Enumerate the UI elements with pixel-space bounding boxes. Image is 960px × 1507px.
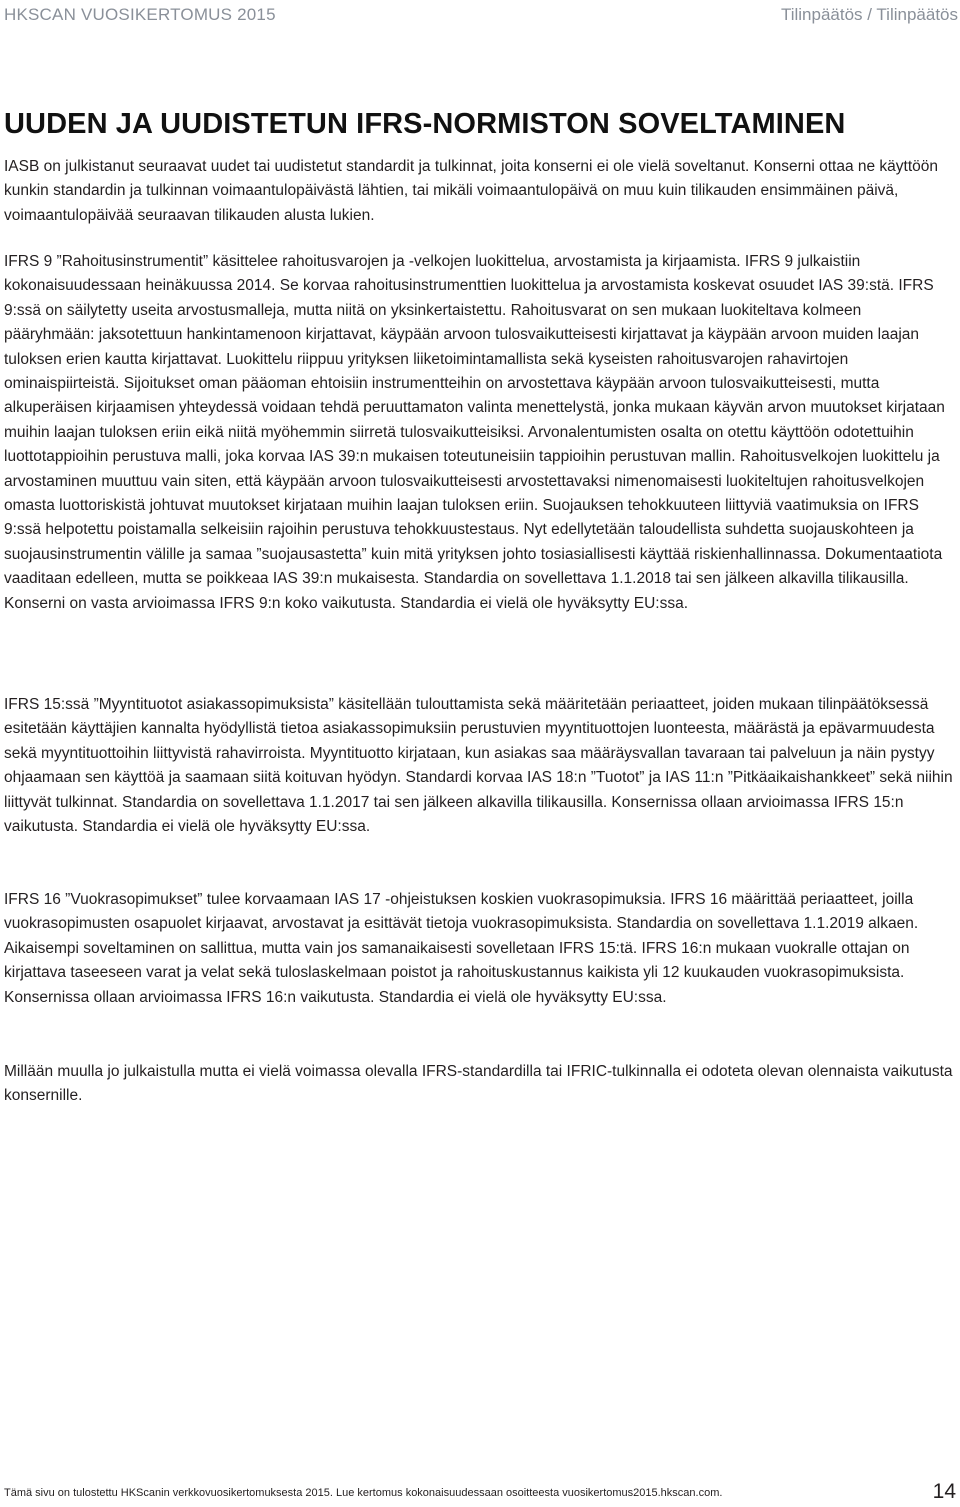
paragraph-other: Millään muulla jo julkaistulla mutta ei vielä voimassa olevalla IFRS-standardilla tai IFRIC-tulkinnalla ei odoteta olevan olennaista vaikutusta konsernille. (4, 1063, 953, 1105)
page-number: 14 (932, 1480, 956, 1503)
report-title: HKSCAN VUOSIKERTOMUS 2015 (4, 5, 276, 24)
paragraph-ifrs15: IFRS 15:ssä ”Myyntituotot asiakassopimuksista” käsitellään tulouttamista sekä määritetään periaatteet, joiden mukaan tilinpäätöksessä esitetään käyttäjien kannalta hyödyllistä tietoa asiakassopimuksiin perustuvien myyntituottojen luonteesta, määrästä ja epävarmuudesta sekä myyntituottoihin liittyvistä rahavirroista. Myyntituotto kirjataan, kun asiakas saa määräysvallan tavaraan tai palveluun ja näin pystyy ohjaamaan sen käyttöä ja saamaan siitä koituvan hyödyn. Standardi korvaa IAS 18:n ”Tuotot” ja IAS 11:n ”Pitkäaikaishankkeet” sekä niihin liittyvät tulkinnat. Standardia on sovellettava 1.1.2017 tai sen jälkeen alkavilla tilikausilla. Konsernissa ollaan arvioimassa IFRS 15:n vaikutusta. Standardia ei vielä ole hyväksytty EU:ssa. (4, 696, 953, 836)
footer-note: Tämä sivu on tulostettu HKScanin verkkovuosikertomuksesta 2015. Lue kertomus kokonaisuudessaan osoitteesta vuosikertomus2015.hkscan.com. (4, 1487, 723, 1499)
paragraph-ifrs16: IFRS 16 ”Vuokrasopimukset” tulee korvaamaan IAS 17 -ohjeistuksen koskien vuokrasopimuksia. IFRS 16 määrittää periaatteet, joilla vuokrasopimusten osapuolet kirjaavat, arvostavat ja esittävät tietoja vuokrasopimuksista. Standardia on sovellettava 1.1.2019 alkaen. Aikaisempi soveltaminen on sallittua, mutta vain jos samanaikaisesti sovelletaan IFRS 15:tä. IFRS 16:n mukaan vuokralle ottajan on kirjattava taseeseen varat ja velat sekä tuloslaskelmaan poistot ja rahoituskustannus kaikista yli 12 kuukauden vuokrasopimuksista. Konsernissa ollaan arvioimassa IFRS 16:n vaikutusta. Standardia ei vielä ole hyväksytty EU:ssa. (4, 891, 919, 1006)
page-title: UUDEN JA UUDISTETUN IFRS-NORMISTON SOVELTAMINEN (4, 108, 846, 140)
breadcrumb: Tilinpäätös / Tilinpäätös (780, 5, 958, 24)
paragraph-intro: IASB on julkistanut seuraavat uudet tai uudistetut standardit ja tulkinnat, joita konserni ei ole vielä soveltanut. Konserni ottaa ne käyttöön kunkin standardin ja tulkinnan voimaantulopäivästä lähtien, tai mikäli voimaantulopäivä on muu kuin tilikauden ensimmäinen päivä, voimaantulopäivää seuraavan tilikauden alusta lukien. (4, 158, 939, 224)
paragraph-ifrs9: IFRS 9 ”Rahoitusinstrumentit” käsittelee rahoitusvarojen ja -velkojen luokittelua, arvostamista ja kirjaamista. IFRS 9 julkaistiin kokonaisuudessaan heinäkuussa 2014. Se korvaa rahoitusinstrumenttien luokittelua ja arvostamista koskevat osuudet IAS 39:stä. IFRS 9:ssä on säilytetty useita arvostusmalleja, mutta niitä on yksinkertaistettu. Rahoitusvarat on sen mukaan luokiteltava kolmeen pääryhmään: jaksotettuun hankintamenoon kirjattavat, käypään arvoon tulosvaikutteisesti kirjattavat ja käypään arvoon muiden laajan tuloksen erien kautta kirjattavat. Luokittelu riippuu yrityksen liiketoimintamallista sekä kyseisten rahoitusvarojen rahavirtojen ominaispiirteistä. Sijoitukset oman pääoman ehtoisiin instrumentteihin on arvostettava käypään arvoon tulosvaikutteisesti, mutta alkuperäisen kirjaamisen yhteydessä voidaan tehdä peruuttamaton valinta menettelystä, jonka mukaan käyvän arvon muutokset kirjataan muihin laajan tuloksen eriin eikä niitä myöhemmin siirretä tulosvaikutteisiksi. Arvonalentumisten osalta on otettu käyttöön odotettuihin luottotappioihin perustuva malli, joka korvaa IAS 39:n mukaisen toteutuneisiin tappioihin perustuvan mallin. Rahoitusvelkojen luokittelu ja arvostaminen muuttuu vain siten, että käypään arvoon tulosvaikutteisesti arvostettavaksi nimenomaisesti luokiteltujen rahoitusvelkojen omasta luottoriskistä johtuvat muutokset kirjataan muihin laajan tuloksen eriin. Suojauksen tehokkuuteen liittyviä vaatimuksia on IFRS 9:ssä helpotettu poistamalla selkeisiin rajoihin perustuva tehokkuustestaus. Nyt edellytetään taloudellista suhdetta suojauskohteen ja suojausinstrumentin välille ja samaa ”suojausastetta” kuin mitä yrityksen johto tosiasiallisesti käyttää riskienhallinnassa. Dokumentaatiota vaaditaan edelleen, mutta se poikkeaa IAS 39:n mukaisesta. Standardia on sovellettava 1.1.2018 tai sen jälkeen alkavilla tilikausilla. Konserni on vasta arvioimassa IFRS 9:n koko vaikutusta. Standardia ei vielä ole hyväksytty EU:ssa. (4, 253, 945, 612)
